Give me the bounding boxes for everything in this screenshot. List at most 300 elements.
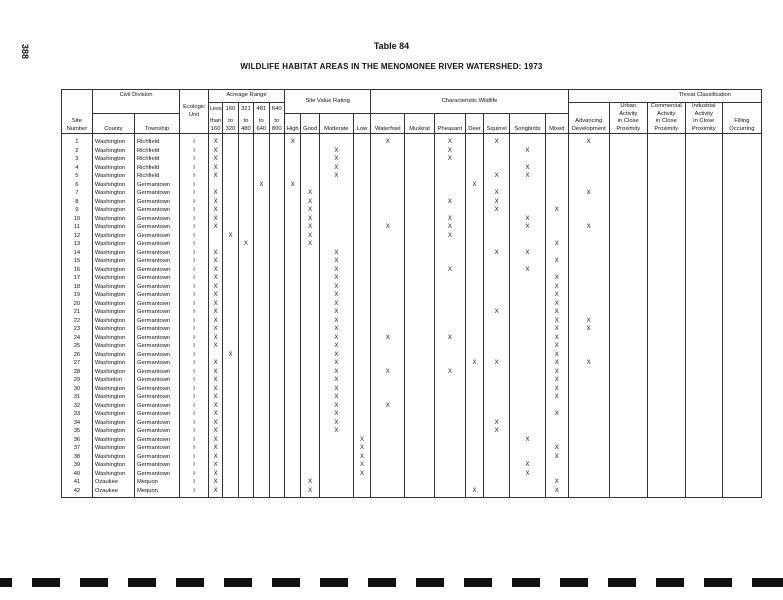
county-cell: Washington bbox=[92, 198, 134, 207]
acreage-cell bbox=[238, 164, 253, 173]
table-row bbox=[62, 368, 762, 377]
county-cell: Washington bbox=[92, 359, 134, 368]
county-cell: Washington bbox=[92, 308, 134, 317]
township-cell: Germantown bbox=[134, 317, 179, 326]
acreage-cell bbox=[238, 283, 253, 292]
rating-cell bbox=[353, 351, 370, 360]
rating-cell bbox=[353, 257, 370, 266]
threat-cell bbox=[722, 240, 761, 249]
threat-cell bbox=[609, 478, 647, 487]
acreage-cell bbox=[254, 134, 269, 147]
rating-cell bbox=[284, 334, 300, 343]
county-cell: Washington bbox=[92, 206, 134, 215]
wildlife-cell bbox=[545, 215, 568, 224]
wildlife-cell: X bbox=[545, 291, 568, 300]
wildlife-cell bbox=[484, 402, 510, 411]
rating-cell bbox=[353, 334, 370, 343]
acreage-cell: X bbox=[208, 134, 222, 147]
table-row bbox=[62, 325, 762, 334]
threat-cell bbox=[685, 487, 722, 498]
wildlife-cell bbox=[509, 317, 545, 326]
county-cell: Washington bbox=[92, 164, 134, 173]
wildlife-cell: X bbox=[434, 223, 465, 232]
wildlife-cell: X bbox=[545, 487, 568, 498]
header-acreage-160-rest: to 320 bbox=[223, 113, 238, 133]
threat-cell bbox=[568, 147, 609, 156]
acreage-cell bbox=[269, 300, 284, 309]
wildlife-cell bbox=[405, 393, 435, 402]
table-row bbox=[62, 283, 762, 292]
wildlife-cell bbox=[405, 274, 435, 283]
rating-cell bbox=[353, 181, 370, 190]
township-cell: Germantown bbox=[134, 444, 179, 453]
wildlife-cell: X bbox=[545, 308, 568, 317]
wildlife-cell bbox=[484, 385, 510, 394]
threat-cell bbox=[685, 181, 722, 190]
wildlife-cell bbox=[465, 189, 483, 198]
ecologic-unit-cell: I bbox=[180, 181, 209, 190]
ecologic-unit-cell: I bbox=[180, 274, 209, 283]
wildlife-cell bbox=[509, 240, 545, 249]
rating-cell bbox=[301, 317, 319, 326]
wildlife-cell bbox=[434, 478, 465, 487]
rating-cell bbox=[301, 155, 319, 164]
acreage-cell bbox=[223, 249, 238, 258]
rating-cell bbox=[353, 206, 370, 215]
rating-cell bbox=[301, 134, 319, 147]
wildlife-cell bbox=[405, 436, 435, 445]
threat-cell bbox=[647, 155, 685, 164]
table-title: Table 84 bbox=[373, 41, 410, 51]
threat-cell bbox=[685, 427, 722, 436]
acreage-cell bbox=[238, 232, 253, 241]
wildlife-cell bbox=[484, 436, 510, 445]
acreage-cell bbox=[238, 427, 253, 436]
acreage-cell bbox=[254, 410, 269, 419]
acreage-cell bbox=[254, 240, 269, 249]
acreage-cell bbox=[254, 444, 269, 453]
rating-cell bbox=[284, 283, 300, 292]
rating-cell: X bbox=[319, 402, 353, 411]
rating-cell: X bbox=[319, 155, 353, 164]
acreage-cell: X bbox=[238, 240, 253, 249]
header-wildlife-mixed: Mixed bbox=[545, 113, 568, 133]
acreage-cell bbox=[238, 436, 253, 445]
acreage-cell bbox=[223, 402, 238, 411]
wildlife-cell bbox=[484, 325, 510, 334]
wildlife-cell bbox=[465, 410, 483, 419]
wildlife-cell bbox=[509, 308, 545, 317]
wildlife-cell bbox=[371, 461, 405, 470]
ecologic-unit-cell: I bbox=[180, 402, 209, 411]
wildlife-cell bbox=[405, 359, 435, 368]
township-cell: Mequon bbox=[134, 487, 179, 498]
wildlife-cell bbox=[434, 470, 465, 479]
ecologic-unit-cell: I bbox=[180, 342, 209, 351]
acreage-cell bbox=[254, 470, 269, 479]
wildlife-cell bbox=[465, 427, 483, 436]
threat-cell bbox=[609, 206, 647, 215]
acreage-cell bbox=[269, 470, 284, 479]
acreage-cell bbox=[254, 308, 269, 317]
wildlife-cell bbox=[509, 359, 545, 368]
rating-cell bbox=[353, 376, 370, 385]
site-number-cell: 30 bbox=[62, 385, 93, 394]
footer-bar-segment bbox=[128, 578, 156, 587]
acreage-cell bbox=[223, 368, 238, 377]
threat-cell bbox=[722, 172, 761, 181]
rating-cell: X bbox=[353, 453, 370, 462]
acreage-cell bbox=[254, 266, 269, 275]
acreage-cell bbox=[254, 487, 269, 498]
header-acreage-less: Less bbox=[208, 103, 222, 114]
threat-cell bbox=[647, 181, 685, 190]
acreage-cell: X bbox=[208, 206, 222, 215]
rating-cell: X bbox=[319, 393, 353, 402]
rating-cell bbox=[301, 376, 319, 385]
rating-cell bbox=[353, 385, 370, 394]
wildlife-cell bbox=[434, 300, 465, 309]
acreage-cell: X bbox=[208, 359, 222, 368]
wildlife-cell bbox=[434, 249, 465, 258]
threat-cell bbox=[609, 359, 647, 368]
wildlife-cell bbox=[465, 155, 483, 164]
acreage-cell bbox=[223, 308, 238, 317]
rating-cell bbox=[353, 393, 370, 402]
rating-cell bbox=[284, 155, 300, 164]
threat-cell bbox=[722, 393, 761, 402]
threat-cell bbox=[568, 300, 609, 309]
rating-cell bbox=[319, 470, 353, 479]
county-cell: Washington bbox=[92, 317, 134, 326]
wildlife-cell bbox=[509, 300, 545, 309]
threat-cell bbox=[568, 453, 609, 462]
wildlife-cell bbox=[371, 240, 405, 249]
wildlife-cell bbox=[371, 147, 405, 156]
wildlife-cell bbox=[509, 291, 545, 300]
rating-cell bbox=[301, 461, 319, 470]
wildlife-cell bbox=[545, 181, 568, 190]
rating-cell bbox=[319, 453, 353, 462]
footer-bar-segment bbox=[464, 578, 492, 587]
site-number-cell: 38 bbox=[62, 453, 93, 462]
county-cell: Washington bbox=[92, 427, 134, 436]
table-row bbox=[62, 300, 762, 309]
threat-cell bbox=[609, 427, 647, 436]
threat-cell bbox=[647, 453, 685, 462]
table-row bbox=[62, 487, 762, 498]
county-cell: Washington bbox=[92, 393, 134, 402]
wildlife-cell: X bbox=[545, 385, 568, 394]
acreage-cell: X bbox=[208, 164, 222, 173]
wildlife-cell bbox=[465, 419, 483, 428]
table-row bbox=[62, 444, 762, 453]
rating-cell bbox=[301, 172, 319, 181]
threat-cell bbox=[647, 419, 685, 428]
wildlife-cell bbox=[371, 189, 405, 198]
rating-cell: X bbox=[301, 232, 319, 241]
threat-cell bbox=[609, 266, 647, 275]
threat-cell: X bbox=[568, 223, 609, 232]
threat-cell bbox=[609, 181, 647, 190]
threat-cell bbox=[568, 232, 609, 241]
wildlife-cell bbox=[405, 181, 435, 190]
wildlife-cell: X bbox=[371, 134, 405, 147]
township-cell: Germantown bbox=[134, 325, 179, 334]
acreage-cell bbox=[238, 410, 253, 419]
township-cell: Richfield bbox=[134, 155, 179, 164]
header-ecologic-unit: Ecologic Unit bbox=[180, 90, 209, 134]
wildlife-cell: X bbox=[434, 147, 465, 156]
ecologic-unit-cell: I bbox=[180, 393, 209, 402]
wildlife-cell: X bbox=[509, 172, 545, 181]
township-cell: Germantown bbox=[134, 419, 179, 428]
site-number-cell: 41 bbox=[62, 478, 93, 487]
wildlife-cell bbox=[465, 147, 483, 156]
acreage-cell bbox=[269, 266, 284, 275]
wildlife-cell bbox=[434, 240, 465, 249]
wildlife-cell bbox=[405, 376, 435, 385]
wildlife-cell bbox=[405, 308, 435, 317]
threat-cell bbox=[685, 257, 722, 266]
rating-cell: X bbox=[353, 444, 370, 453]
threat-cell bbox=[722, 359, 761, 368]
wildlife-cell bbox=[545, 172, 568, 181]
threat-cell bbox=[568, 376, 609, 385]
threat-cell bbox=[647, 359, 685, 368]
county-cell: Washington bbox=[92, 172, 134, 181]
wildlife-cell bbox=[484, 266, 510, 275]
threat-cell bbox=[609, 240, 647, 249]
threat-cell bbox=[722, 274, 761, 283]
wildlife-cell: X bbox=[484, 172, 510, 181]
threat-cell bbox=[609, 274, 647, 283]
wildlife-cell: X bbox=[545, 300, 568, 309]
rating-cell bbox=[284, 172, 300, 181]
township-cell: Germantown bbox=[134, 240, 179, 249]
township-cell: Germantown bbox=[134, 300, 179, 309]
threat-cell bbox=[568, 283, 609, 292]
acreage-cell bbox=[238, 172, 253, 181]
acreage-cell: X bbox=[208, 155, 222, 164]
acreage-cell: X bbox=[208, 249, 222, 258]
acreage-cell: X bbox=[208, 300, 222, 309]
wildlife-cell: X bbox=[484, 134, 510, 147]
wildlife-cell bbox=[509, 385, 545, 394]
threat-cell bbox=[722, 470, 761, 479]
acreage-cell bbox=[238, 134, 253, 147]
rating-cell bbox=[301, 342, 319, 351]
ecologic-unit-cell: I bbox=[180, 368, 209, 377]
site-number-cell: 32 bbox=[62, 402, 93, 411]
rating-cell bbox=[284, 300, 300, 309]
county-cell: Washington bbox=[92, 147, 134, 156]
threat-cell bbox=[722, 283, 761, 292]
acreage-cell: X bbox=[208, 291, 222, 300]
threat-cell bbox=[722, 436, 761, 445]
acreage-cell bbox=[208, 351, 222, 360]
township-cell: Germantown bbox=[134, 181, 179, 190]
county-cell: Washington bbox=[92, 325, 134, 334]
header-industrial-activity: Industrial Activity in Close Proximity bbox=[685, 103, 722, 134]
rating-cell bbox=[301, 410, 319, 419]
township-cell: Germantown bbox=[134, 376, 179, 385]
threat-cell bbox=[609, 376, 647, 385]
county-cell: Washington bbox=[92, 249, 134, 258]
wildlife-cell bbox=[434, 308, 465, 317]
township-cell: Germantown bbox=[134, 410, 179, 419]
wildlife-cell: X bbox=[545, 317, 568, 326]
site-number-cell: 12 bbox=[62, 232, 93, 241]
rating-cell: X bbox=[319, 376, 353, 385]
rating-cell: X bbox=[319, 342, 353, 351]
site-number-cell: 31 bbox=[62, 393, 93, 402]
ecologic-unit-cell: I bbox=[180, 427, 209, 436]
header-number-line: Number bbox=[66, 125, 88, 132]
wildlife-cell bbox=[465, 325, 483, 334]
wildlife-cell bbox=[434, 444, 465, 453]
wildlife-cell: X bbox=[484, 427, 510, 436]
rating-cell bbox=[301, 249, 319, 258]
township-cell: Richfield bbox=[134, 134, 179, 147]
county-cell: Washington bbox=[92, 300, 134, 309]
wildlife-cell: X bbox=[371, 368, 405, 377]
rating-cell bbox=[353, 342, 370, 351]
acreage-cell bbox=[238, 351, 253, 360]
threat-cell bbox=[685, 300, 722, 309]
acreage-cell bbox=[269, 223, 284, 232]
wildlife-habitat-table bbox=[61, 89, 762, 498]
threat-cell bbox=[685, 266, 722, 275]
site-number-cell: 16 bbox=[62, 266, 93, 275]
wildlife-cell bbox=[371, 206, 405, 215]
threat-cell bbox=[685, 291, 722, 300]
acreage-cell bbox=[238, 274, 253, 283]
acreage-cell bbox=[208, 181, 222, 190]
threat-cell bbox=[609, 215, 647, 224]
acreage-cell bbox=[269, 487, 284, 498]
township-cell: Germantown bbox=[134, 385, 179, 394]
rating-cell bbox=[284, 291, 300, 300]
acreage-cell: X bbox=[208, 402, 222, 411]
rating-cell bbox=[319, 134, 353, 147]
header-wildlife-deer: Deer bbox=[465, 113, 483, 133]
table-row bbox=[62, 257, 762, 266]
rating-cell: X bbox=[319, 147, 353, 156]
threat-cell bbox=[685, 249, 722, 258]
ecologic-unit-cell: I bbox=[180, 232, 209, 241]
rating-cell: X bbox=[319, 385, 353, 394]
site-number-cell: 39 bbox=[62, 461, 93, 470]
wildlife-cell: X bbox=[509, 223, 545, 232]
acreage-cell bbox=[269, 359, 284, 368]
site-number-cell: 8 bbox=[62, 198, 93, 207]
wildlife-cell: X bbox=[545, 359, 568, 368]
acreage-cell bbox=[238, 147, 253, 156]
acreage-cell bbox=[223, 444, 238, 453]
rating-cell bbox=[353, 134, 370, 147]
ecologic-unit-cell: I bbox=[180, 461, 209, 470]
footer-bar-segment bbox=[608, 578, 636, 587]
rating-cell bbox=[353, 368, 370, 377]
acreage-cell bbox=[223, 317, 238, 326]
threat-cell bbox=[722, 402, 761, 411]
rating-cell bbox=[284, 402, 300, 411]
header-rating-good: Good bbox=[301, 113, 319, 133]
threat-cell bbox=[722, 461, 761, 470]
rating-cell: X bbox=[301, 240, 319, 249]
acreage-cell bbox=[223, 436, 238, 445]
header-acreage-640: 640 bbox=[269, 103, 284, 114]
acreage-cell bbox=[223, 240, 238, 249]
acreage-cell bbox=[254, 291, 269, 300]
threat-cell bbox=[685, 368, 722, 377]
wildlife-cell bbox=[484, 393, 510, 402]
wildlife-cell: X bbox=[484, 249, 510, 258]
wildlife-cell bbox=[434, 453, 465, 462]
threat-cell bbox=[568, 257, 609, 266]
wildlife-cell: X bbox=[509, 164, 545, 173]
rating-cell bbox=[301, 308, 319, 317]
wildlife-cell bbox=[509, 198, 545, 207]
wildlife-cell bbox=[371, 283, 405, 292]
threat-cell bbox=[609, 155, 647, 164]
township-cell: Richfield bbox=[134, 147, 179, 156]
threat-cell bbox=[685, 134, 722, 147]
site-number-cell: 20 bbox=[62, 300, 93, 309]
wildlife-cell bbox=[484, 164, 510, 173]
table-row bbox=[62, 308, 762, 317]
wildlife-cell bbox=[484, 291, 510, 300]
ecologic-unit-cell: I bbox=[180, 283, 209, 292]
site-number-cell: 21 bbox=[62, 308, 93, 317]
threat-cell bbox=[647, 300, 685, 309]
rating-cell bbox=[353, 478, 370, 487]
threat-cell bbox=[568, 436, 609, 445]
threat-cell bbox=[722, 334, 761, 343]
wildlife-cell bbox=[509, 478, 545, 487]
county-cell: Washington bbox=[92, 223, 134, 232]
rating-cell: X bbox=[319, 274, 353, 283]
acreage-cell bbox=[223, 266, 238, 275]
threat-cell: X bbox=[568, 317, 609, 326]
wildlife-cell: X bbox=[434, 198, 465, 207]
acreage-cell bbox=[269, 198, 284, 207]
site-number-cell: 40 bbox=[62, 470, 93, 479]
wildlife-cell bbox=[545, 266, 568, 275]
header-acreage-321-rest: to 480 bbox=[238, 113, 253, 133]
county-cell: Washington bbox=[92, 283, 134, 292]
threat-cell bbox=[685, 470, 722, 479]
site-number-cell: 7 bbox=[62, 189, 93, 198]
threat-cell bbox=[685, 351, 722, 360]
site-number-cell: 2 bbox=[62, 147, 93, 156]
threat-cell bbox=[685, 232, 722, 241]
rating-cell bbox=[301, 164, 319, 173]
acreage-cell bbox=[254, 351, 269, 360]
site-number-cell: 33 bbox=[62, 410, 93, 419]
header-rating-high: High bbox=[284, 113, 300, 133]
acreage-cell bbox=[269, 283, 284, 292]
acreage-cell bbox=[269, 308, 284, 317]
header-civil-division: Civil Division bbox=[92, 90, 179, 103]
county-cell: Washington bbox=[92, 215, 134, 224]
wildlife-cell bbox=[371, 232, 405, 241]
footer-bar-segment bbox=[32, 578, 60, 587]
header-acreage-less-rest: than 160 bbox=[208, 113, 222, 133]
threat-cell bbox=[685, 189, 722, 198]
wildlife-cell bbox=[465, 172, 483, 181]
